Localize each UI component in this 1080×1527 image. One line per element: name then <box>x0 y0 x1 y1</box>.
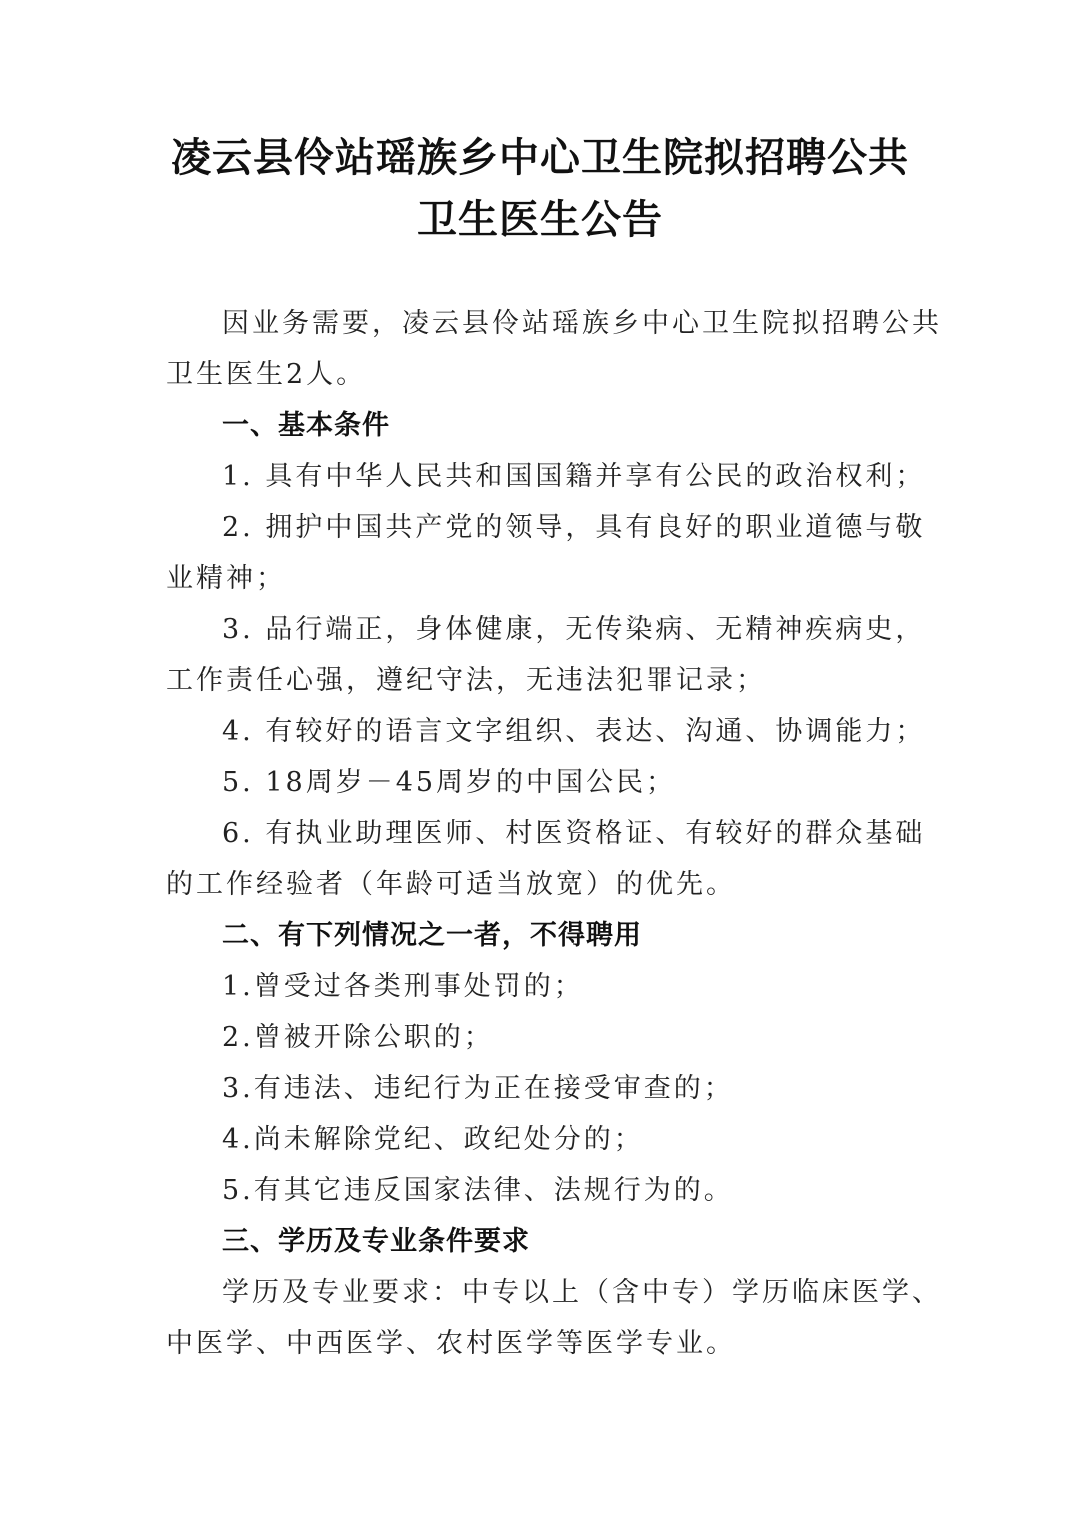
condition-item-6-line1: 6. 有执业助理医师、村医资格证、有较好的群众基础 <box>222 818 926 849</box>
intro-paragraph-line2: 卫生医生2人。 <box>166 359 367 390</box>
disqualification-item-5: 5.有其它违反国家法律、法规行为的。 <box>222 1175 734 1206</box>
section-heading-education-requirements: 三、学历及专业条件要求 <box>222 1226 530 1257</box>
document-title-line1: 凌云县伶站瑶族乡中心卫生院拟招聘公共 <box>171 134 909 181</box>
education-requirement-line2: 中医学、中西医学、农村医学等医学专业。 <box>166 1328 736 1359</box>
condition-item-6-line2: 的工作经验者（年龄可适当放宽）的优先。 <box>166 869 736 900</box>
section-heading-basic-conditions: 一、基本条件 <box>222 410 390 441</box>
condition-item-5: 5. 18周岁－45周岁的中国公民； <box>222 767 677 798</box>
condition-item-3-line1: 3. 品行端正，身体健康，无传染病、无精神疾病史， <box>222 614 926 645</box>
condition-item-4: 4. 有较好的语言文字组织、表达、沟通、协调能力； <box>222 716 926 747</box>
condition-item-1: 1. 具有中华人民共和国国籍并享有公民的政治权利； <box>222 461 926 492</box>
document-title-line2: 卫生医生公告 <box>417 196 663 243</box>
disqualification-item-3: 3.有违法、违纪行为正在接受审查的； <box>222 1073 734 1104</box>
condition-item-3-line2: 工作责任心强，遵纪守法，无违法犯罪记录； <box>166 665 766 696</box>
condition-item-2-line1: 2. 拥护中国共产党的领导，具有良好的职业道德与敬 <box>222 512 926 543</box>
condition-item-2-line2: 业精神； <box>166 563 286 594</box>
disqualification-item-4: 4.尚未解除党纪、政纪处分的； <box>222 1124 644 1155</box>
disqualification-item-2: 2.曾被开除公职的； <box>222 1022 494 1053</box>
education-requirement-line1: 学历及专业要求：中专以上（含中专）学历临床医学、 <box>222 1277 942 1308</box>
intro-paragraph-line1: 因业务需要，凌云县伶站瑶族乡中心卫生院拟招聘公共 <box>222 308 942 339</box>
section-heading-disqualifications: 二、有下列情况之一者，不得聘用 <box>222 920 642 951</box>
disqualification-item-1: 1.曾受过各类刑事处罚的； <box>222 971 584 1002</box>
